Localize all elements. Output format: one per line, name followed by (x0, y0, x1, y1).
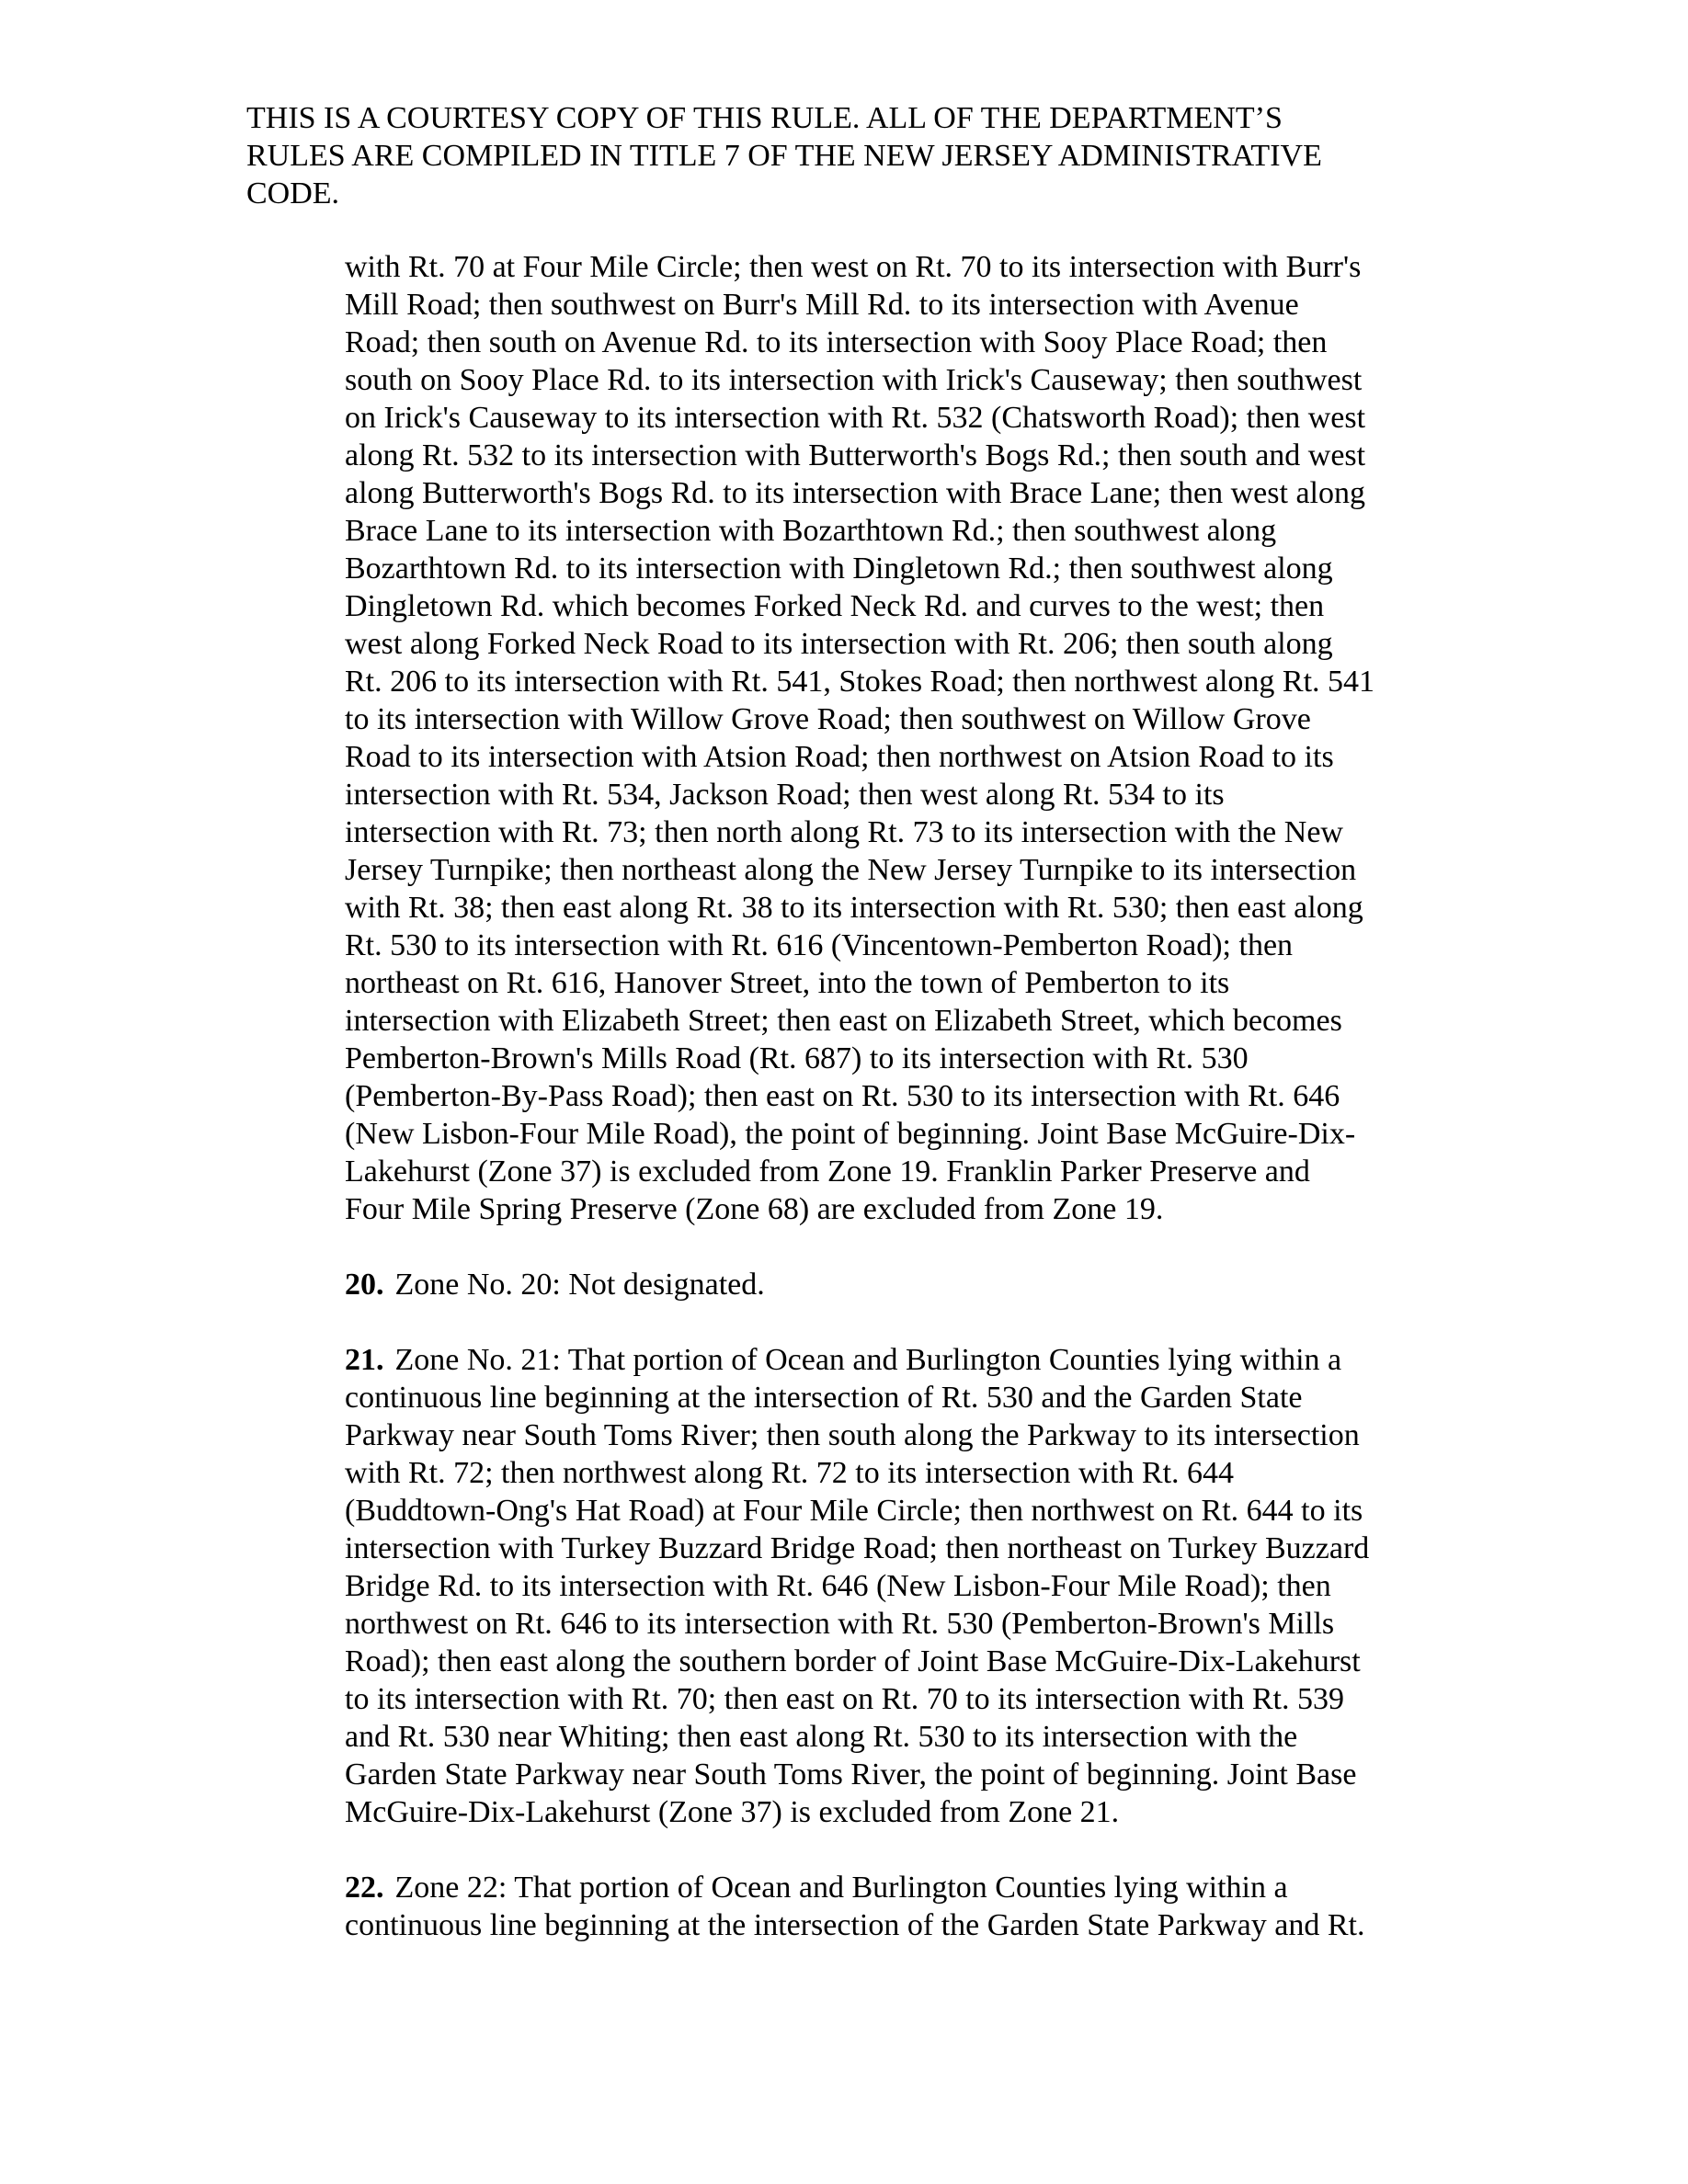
text-line: Four Mile Spring Preserve (Zone 68) are excluded from Zone 19. (345, 1192, 1164, 1226)
paragraph-zone-22 (345, 1869, 1448, 1944)
text-line: Parkway near South Toms River; then south along the Parkway to its intersection (345, 1418, 1360, 1452)
text-line: Pemberton-Brown's Mills Road (Rt. 687) to its intersection with Rt. 530 (345, 1041, 1249, 1075)
text-line: on Irick's Causeway to its intersection with Rt. 532 (Chatsworth Road); then west (345, 401, 1366, 435)
text-line: with Rt. 38; then east along Rt. 38 to its intersection with Rt. 530; then east along (345, 891, 1363, 925)
text-line: Rt. 206 to its intersection with Rt. 541, Stokes Road; then northwest along Rt. 541 (345, 665, 1375, 699)
text-line: Mill Road; then southwest on Burr's Mill Rd. to its intersection with Avenue (345, 288, 1299, 322)
text-line: along Rt. 532 to its intersection with Butterworth's Bogs Rd.; then south and west (345, 438, 1366, 472)
text-line: Road; then south on Avenue Rd. to its intersection with Sooy Place Road; then (345, 325, 1328, 359)
text-line: Garden State Parkway near South Toms River, the point of beginning. Joint Base (345, 1757, 1357, 1792)
text-line: with Rt. 72; then northwest along Rt. 72 to its intersection with Rt. 644 (345, 1456, 1235, 1490)
paragraph-zone-19-continued (345, 248, 1448, 1228)
text-line: Dingletown Rd. which becomes Forked Neck Rd. and curves to the west; then (345, 589, 1325, 623)
notice-line: RULES ARE COMPILED IN TITLE 7 OF THE NEW JERSEY ADMINISTRATIVE (246, 139, 1322, 173)
text-line: and Rt. 530 near Whiting; then east along Rt. 530 to its intersection with the (345, 1720, 1298, 1754)
text-line: Brace Lane to its intersection with Bozarthtown Rd.; then southwest along (345, 514, 1277, 548)
text-run: Zone No. 20: Not designated. (394, 1268, 765, 1302)
text-line: Jersey Turnpike; then northeast along the New Jersey Turnpike to its intersection (345, 853, 1357, 887)
text-line: west along Forked Neck Road to its intersection with Rt. 206; then south along (345, 627, 1333, 661)
text-line: intersection with Elizabeth Street; then east on Elizabeth Street, which becomes (345, 1004, 1342, 1038)
text-run: Zone No. 21: That portion of Ocean and Burlington Counties lying within a (394, 1343, 1342, 1377)
rule-text (345, 248, 1448, 1944)
text-line: continuous line beginning at the intersection of Rt. 530 and the Garden State (345, 1381, 1303, 1415)
text-line: (Pemberton-By-Pass Road); then east on Rt. 530 to its intersection with Rt. 646 (345, 1079, 1340, 1113)
text-line: south on Sooy Place Rd. to its intersection with Irick's Causeway; then southwest (345, 363, 1363, 397)
notice-line: CODE. (246, 176, 340, 210)
paragraph-zone-20 (345, 1266, 1448, 1303)
text-line: Rt. 530 to its intersection with Rt. 616 (Vincentown-Pemberton Road); then (345, 928, 1294, 962)
text-line (345, 1266, 1448, 1303)
courtesy-copy-notice (246, 99, 1478, 212)
text-line: continuous line beginning at the intersection of the Garden State Parkway and Rt. (345, 1908, 1365, 1942)
text-line: Bozarthtown Rd. to its intersection with Dingletown Rd.; then southwest along (345, 552, 1333, 586)
text-line: to its intersection with Rt. 70; then east on Rt. 70 to its intersection with Rt. 539 (345, 1682, 1344, 1716)
text-line: Bridge Rd. to its intersection with Rt. 646 (New Lisbon-Four Mile Road); then (345, 1569, 1331, 1603)
paragraph-number: 22. (345, 1871, 384, 1905)
text-line: northwest on Rt. 646 to its intersection with Rt. 530 (Pemberton-Brown's Mills (345, 1607, 1335, 1641)
text-line: intersection with Rt. 73; then north along Rt. 73 to its intersection with the New (345, 815, 1343, 849)
text-line: with Rt. 70 at Four Mile Circle; then west on Rt. 70 to its intersection with Burr's (345, 250, 1362, 284)
text-line: intersection with Turkey Buzzard Bridge Road; then northeast on Turkey Buzzard (345, 1531, 1370, 1565)
text-line: Road); then east along the southern border of Joint Base McGuire-Dix-Lakehurst (345, 1644, 1361, 1678)
text-line: along Butterworth's Bogs Rd. to its intersection with Brace Lane; then west along (345, 476, 1365, 510)
text-run: Zone 22: That portion of Ocean and Burlington Counties lying within a (394, 1871, 1288, 1905)
text-line: to its intersection with Willow Grove Road; then southwest on Willow Grove (345, 702, 1311, 736)
paragraph-number: 21. (345, 1343, 384, 1377)
text-line: Road to its intersection with Atsion Road; then northwest on Atsion Road to its (345, 740, 1334, 774)
text-line: (New Lisbon-Four Mile Road), the point of beginning. Joint Base McGuire-Dix- (345, 1117, 1356, 1151)
notice-line: THIS IS A COURTESY COPY OF THIS RULE. ALL OF THE DEPARTMENT’S (246, 101, 1283, 135)
paragraph-number: 20. (345, 1268, 384, 1302)
text-line: McGuire-Dix-Lakehurst (Zone 37) is excluded from Zone 21. (345, 1795, 1120, 1829)
text-line (345, 1341, 1448, 1379)
text-line: northeast on Rt. 616, Hanover Street, into the town of Pemberton to its (345, 966, 1230, 1000)
text-line (345, 1869, 1448, 1906)
text-line: (Buddtown-Ong's Hat Road) at Four Mile Circle; then northwest on Rt. 644 to its (345, 1494, 1363, 1528)
paragraph-zone-21 (345, 1341, 1448, 1831)
text-line: Lakehurst (Zone 37) is excluded from Zone 19. Franklin Parker Preserve and (345, 1155, 1310, 1189)
text-line: intersection with Rt. 534, Jackson Road; then west along Rt. 534 to its (345, 778, 1225, 812)
